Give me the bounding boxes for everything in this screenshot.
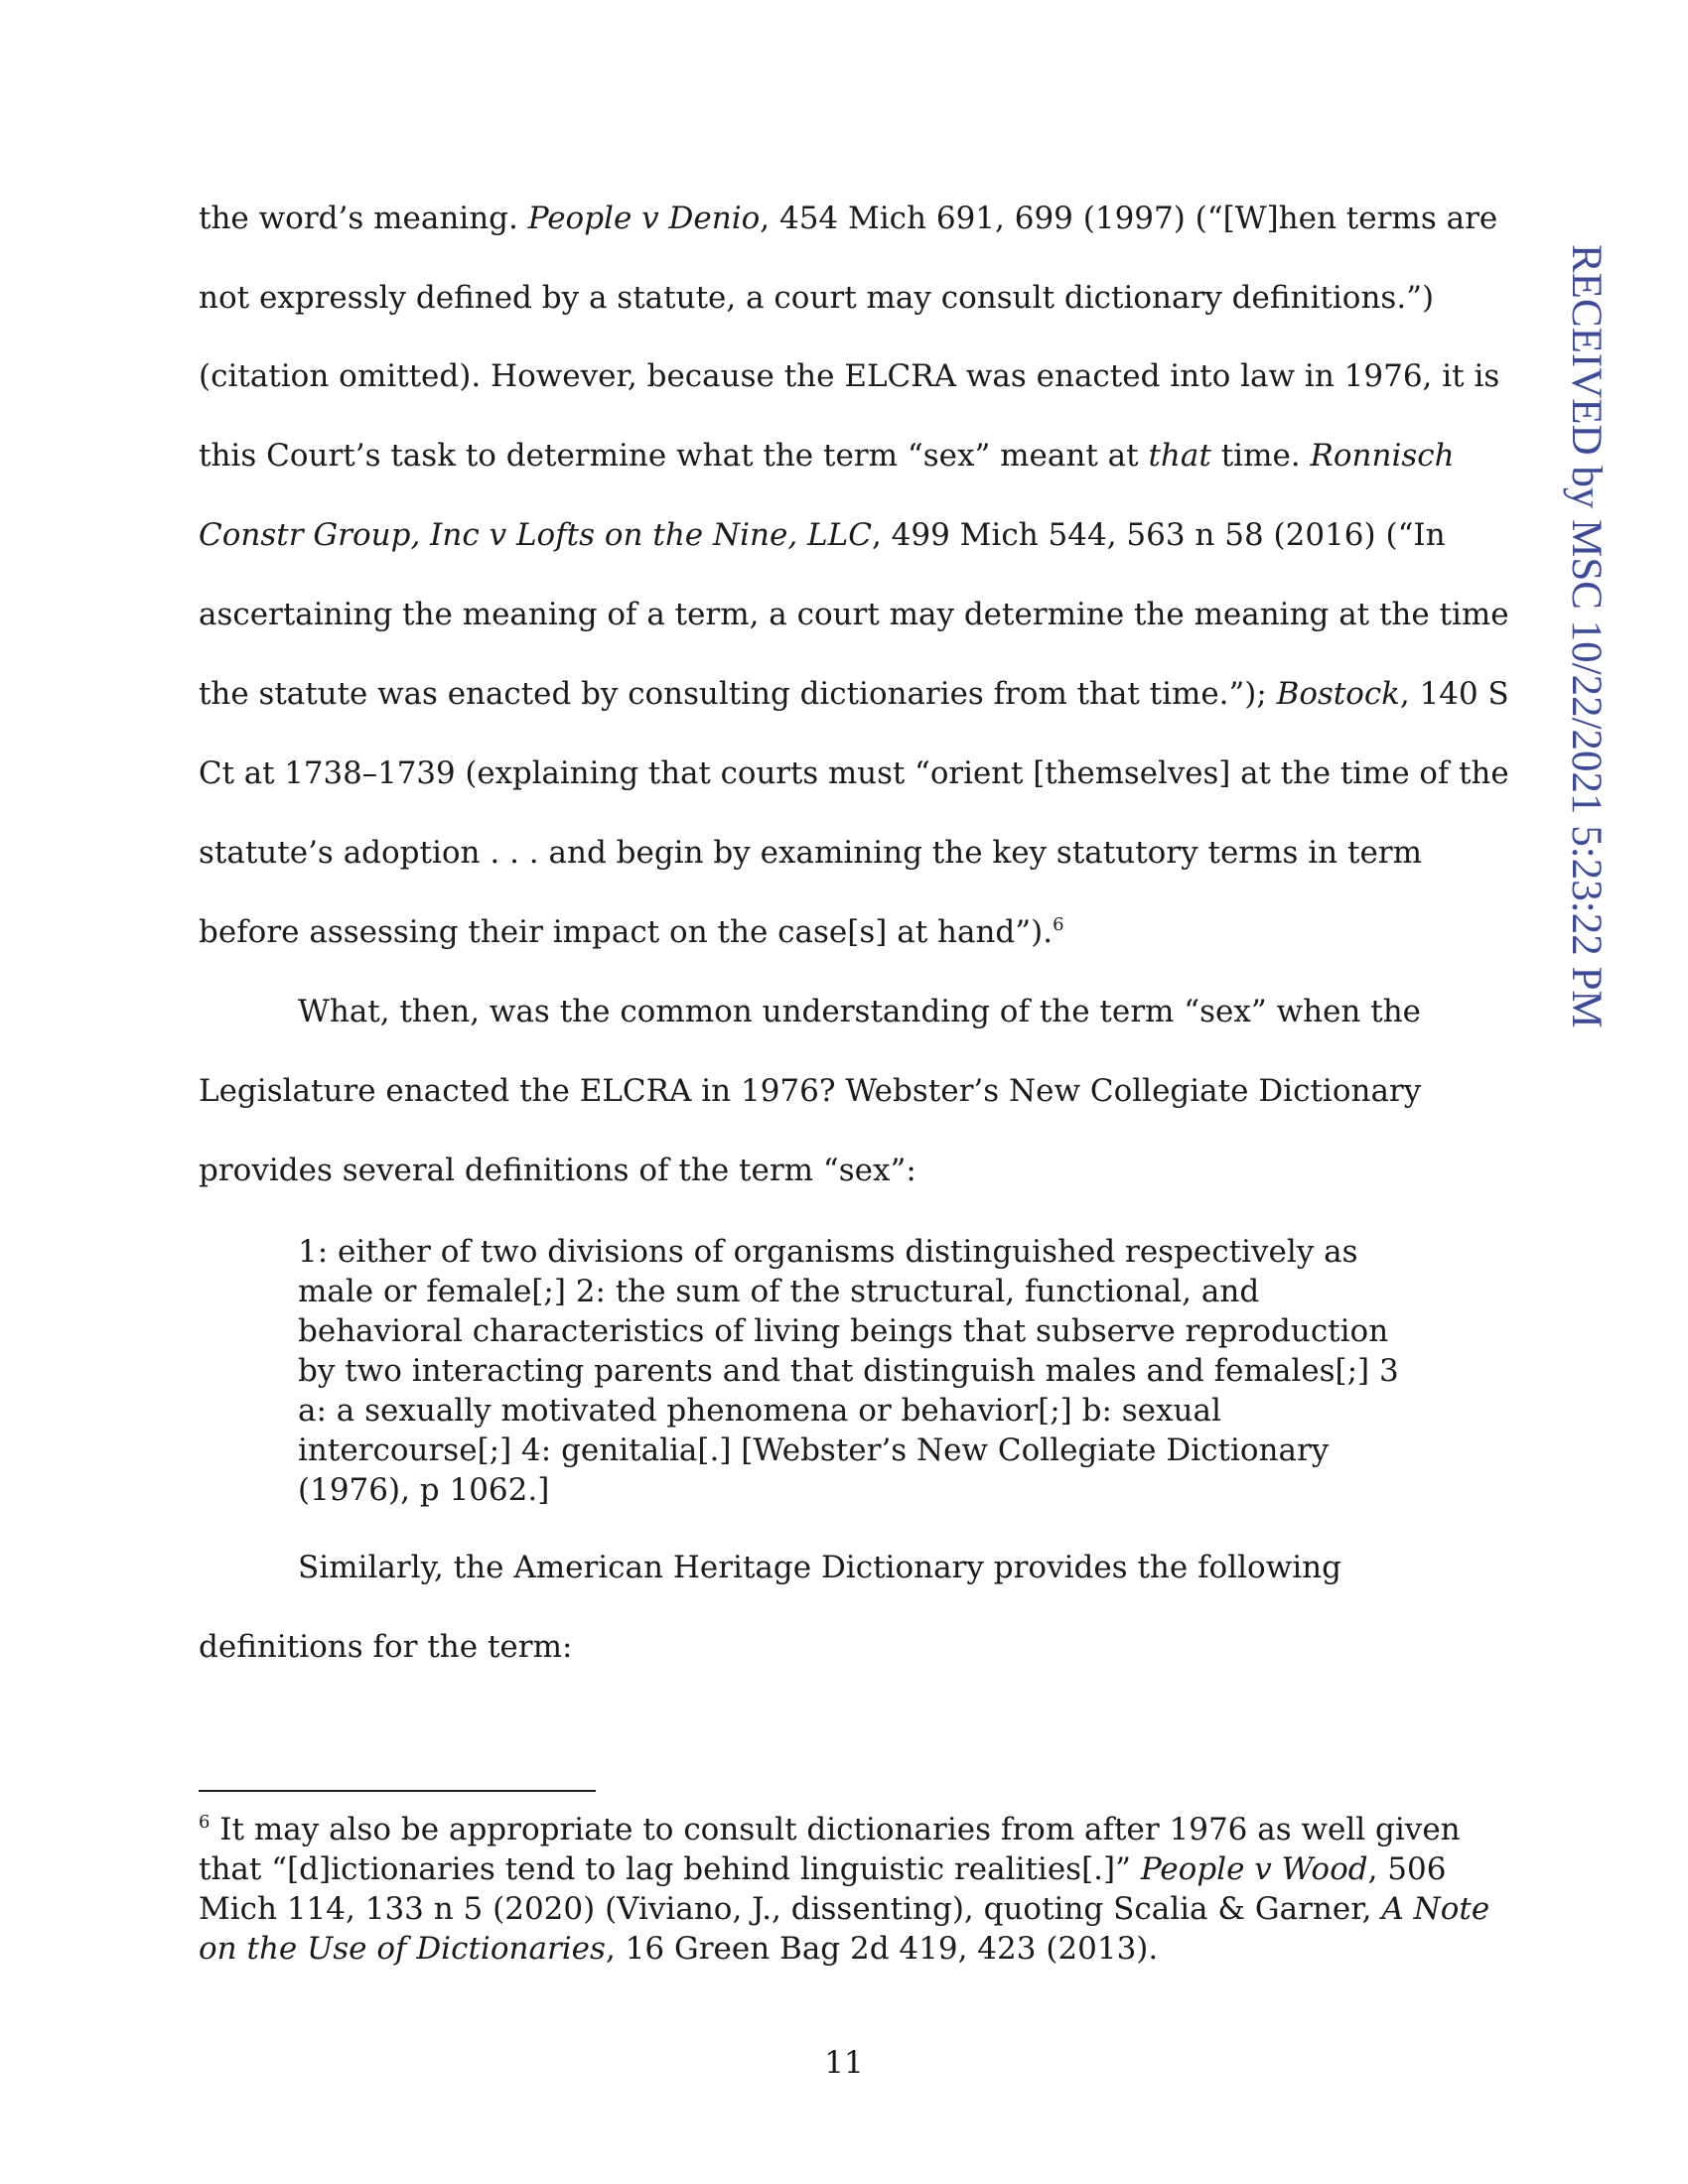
case-name: Constr Group, Inc v Lofts on the Nine, LLC xyxy=(199,517,872,553)
quote-line: male or female[;] 2: the sum of the structural, functional, and xyxy=(298,1274,1260,1309)
text-run: It may also be appropriate to consult dictionaries from after 1976 as well given xyxy=(210,1812,1461,1847)
body-line: Similarly, the American Heritage Dictionary provides the following xyxy=(298,1550,1341,1585)
body-line: Ct at 1738–1739 (explaining that courts must “orient [themselves] at the time of the xyxy=(199,755,1509,791)
text-run: , 499 Mich 544, 563 n 58 (2016) (“In xyxy=(871,517,1446,553)
quote-line: intercourse[;] 4: genitalia[.] [Webster’s New Collegiate Dictionary xyxy=(298,1433,1330,1468)
work-title: A Note xyxy=(1381,1891,1490,1927)
text-run: the statute was enacted by consulting dictionaries from that time.”); xyxy=(199,676,1277,712)
case-name: Bostock xyxy=(1276,676,1400,712)
text-run: , 454 Mich 691, 699 (1997) (“[W]hen terms are xyxy=(760,201,1498,236)
body-line: (citation omitted). However, because the ELCRA was enacted into law in 1976, it is xyxy=(199,358,1500,394)
body-line xyxy=(199,436,1455,476)
body-line: not expressly defined by a statute, a court may consult dictionary definitions.”) xyxy=(199,280,1435,316)
footnote-line xyxy=(199,1849,1446,1889)
emphasis: that xyxy=(1148,438,1211,474)
footnote-reference: 6 xyxy=(1053,914,1064,935)
body-line: statute’s adoption . . . and begin by examining the key statutory terms in term xyxy=(199,835,1423,871)
text-run: , 140 S xyxy=(1399,676,1509,712)
footnote-line xyxy=(199,1810,1461,1849)
text-run: time. xyxy=(1210,438,1311,474)
quote-line: a: a sexually motivated phenomena or behavior[;] b: sexual xyxy=(298,1393,1221,1429)
body-line: ascertaining the meaning of a term, a court may determine the meaning at the time xyxy=(199,597,1509,632)
text-run: this Court’s task to determine what the term “sex” meant at xyxy=(199,438,1149,474)
case-name: People v Wood xyxy=(1140,1851,1368,1887)
body-line: What, then, was the common understanding of the term “sex” when the xyxy=(298,994,1422,1029)
body-line xyxy=(199,199,1497,238)
body-line: definitions for the term: xyxy=(199,1629,573,1665)
work-title: on the Use of Dictionaries xyxy=(199,1931,606,1967)
body-line: Legislature enacted the ELCRA in 1976? Webster’s New Collegiate Dictionary xyxy=(199,1073,1422,1109)
text-run: that “[d]ictionaries tend to lag behind linguistic realities[.]” xyxy=(199,1851,1141,1887)
page-number: 11 xyxy=(824,2045,864,2081)
body-line xyxy=(199,674,1509,714)
footnote-line xyxy=(199,1929,1158,1969)
footnote-number: 6 xyxy=(199,1812,211,1833)
text-run: the word’s meaning. xyxy=(199,201,528,236)
body-line: provides several definitions of the term “sex”: xyxy=(199,1153,916,1188)
case-name: Ronnisch xyxy=(1310,438,1455,474)
body-line xyxy=(199,912,1064,952)
quote-line: (1976), p 1062.] xyxy=(298,1472,550,1508)
footnote-separator xyxy=(199,1790,596,1792)
footnote-line xyxy=(199,1889,1489,1929)
received-stamp: RECEIVED by MSC 10/22/2021 5:23:22 PM xyxy=(1563,244,1610,1028)
body-line xyxy=(199,515,1446,555)
case-name: People v Denio xyxy=(527,201,761,236)
quote-line: by two interacting parents and that distinguish males and females[;] 3 xyxy=(298,1353,1399,1389)
text-run: Mich 114, 133 n 5 (2020) (Viviano, J., dissenting), quoting Scalia & Garner, xyxy=(199,1891,1382,1927)
text-run: before assessing their impact on the case[s] at hand”). xyxy=(199,914,1054,950)
text-run: , 16 Green Bag 2d 419, 423 (2013). xyxy=(605,1931,1159,1967)
quote-line: behavioral characteristics of living beings that subserve reproduction xyxy=(298,1313,1389,1349)
quote-line: 1: either of two divisions of organisms distinguished respectively as xyxy=(298,1234,1358,1270)
text-run: , 506 xyxy=(1367,1851,1447,1887)
